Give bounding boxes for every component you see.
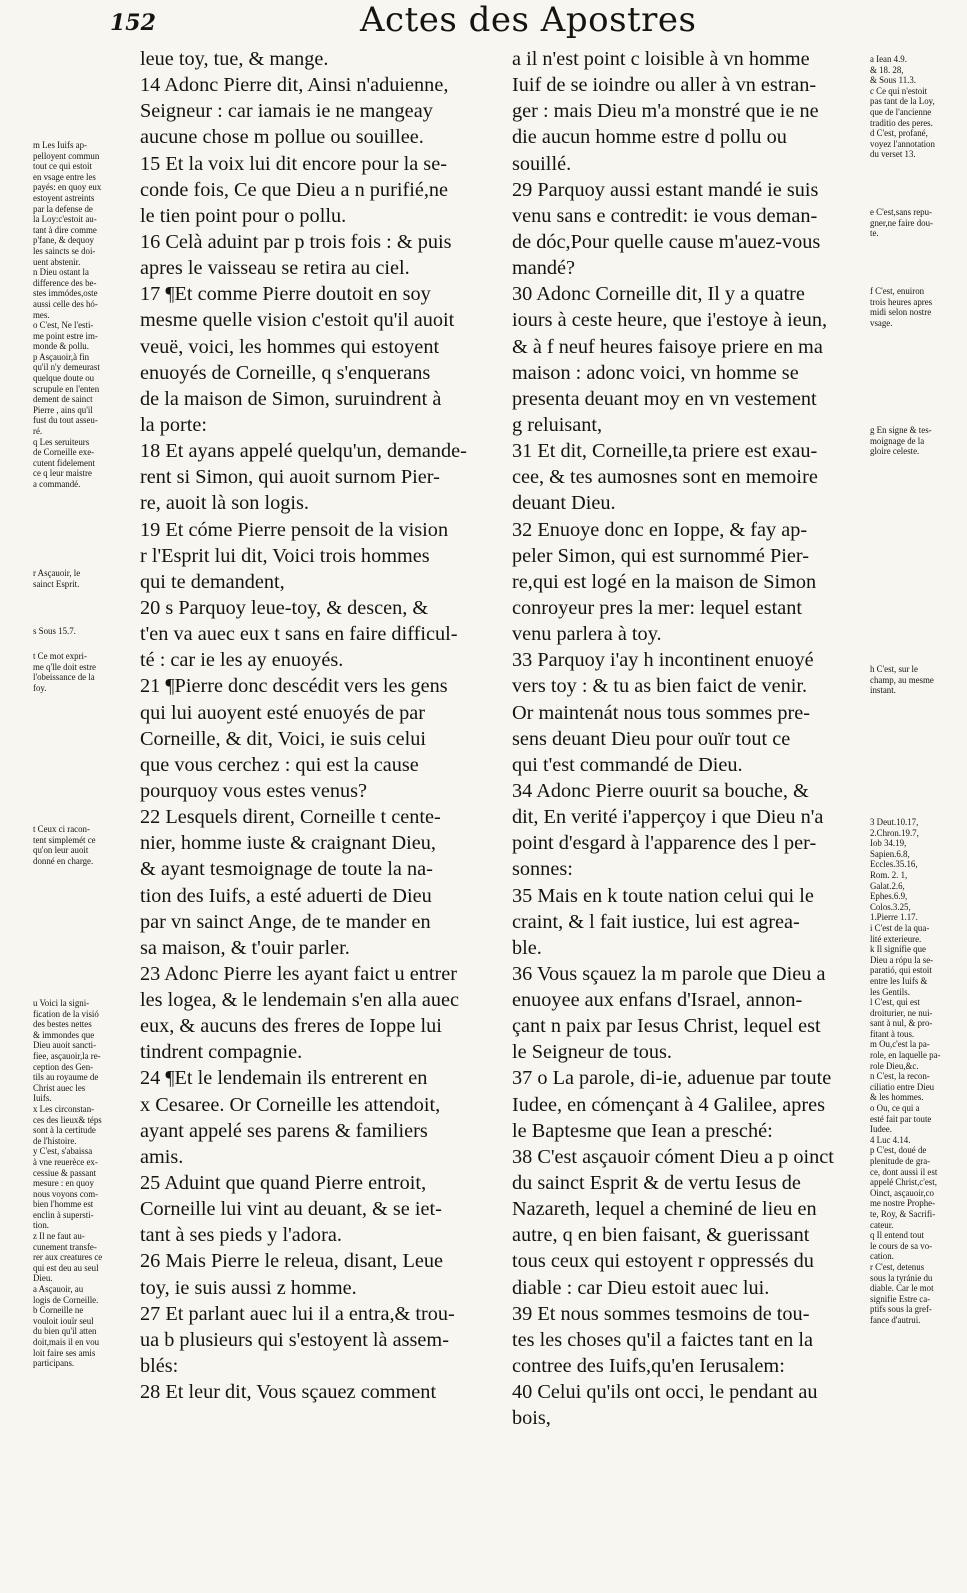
text-line: ble.: [512, 936, 542, 959]
text-line: pourquoy vous estes venus?: [140, 779, 368, 802]
text-line: 21 ¶Pierre donc descédit vers les gens: [140, 675, 448, 698]
gloss-line: sainct Esprit.: [33, 578, 80, 589]
gloss-line: cessiue & passant: [33, 1167, 97, 1178]
text-line: 35 Mais en k toute nation celui qui le: [512, 884, 814, 907]
gloss-line: me nostre Prophe-: [870, 1198, 936, 1209]
text-line: enuoyee aux enfans d'Israel, annon-: [512, 989, 803, 1012]
gloss-line: participans.: [33, 1358, 75, 1369]
text-line: de la maison de Simon, suruindrent à: [140, 387, 442, 410]
margin-note: [870, 664, 962, 696]
gloss-line: gner,ne faire dou-: [870, 217, 933, 228]
text-line: conde fois, Ce que Dieu a n purifié,ne: [140, 178, 449, 201]
gloss-line: b Corneille ne: [33, 1305, 84, 1316]
gloss-line: ce, dont aussi il est: [870, 1166, 938, 1177]
gloss-line: Dieu a rópu la se-: [870, 954, 934, 965]
text-line: r l'Esprit lui dit, Voici trois hommes: [140, 544, 430, 567]
gloss-line: c Ce qui n'estoit: [870, 85, 928, 96]
text-line: ua b plusieurs qui s'estoyent là assem-: [140, 1328, 449, 1351]
text-line: 14 Adonc Pierre dit, Ainsi n'aduienne,: [140, 74, 449, 97]
gloss-line: a Asçauoir, au: [33, 1284, 84, 1295]
gloss-line: cutent fidelement: [33, 457, 95, 468]
gloss-line: droiturier, ne nui-: [870, 1007, 933, 1018]
gloss-line: fiee, asçauoir,la re-: [33, 1050, 101, 1061]
gloss-line: 2.Chron.19.7,: [870, 827, 919, 838]
gloss-line: sont à la certitude: [33, 1125, 96, 1136]
text-line: conroyeur pres la mer: lequel estant: [512, 596, 803, 619]
gloss-line: par la defense de: [33, 203, 93, 214]
gloss-line: appelé Christ,c'est,: [870, 1177, 937, 1188]
gloss-line: a commandé.: [33, 479, 81, 489]
text-line: ger : mais Dieu m'a monstré que ie ne: [512, 100, 819, 123]
text-line: les logea, & le lendemain s'en alla auec: [140, 989, 460, 1012]
gloss-line: que de l'ancienne: [870, 106, 932, 117]
text-line: du sainct Esprit & de vertu Iesus de: [512, 1172, 801, 1195]
text-line: & ayant tesmoignage de toute la na-: [140, 858, 433, 881]
text-line: ayant appelé ses parens & familiers: [140, 1119, 428, 1142]
gloss-line: voyez l'annotation: [870, 138, 935, 149]
text-line: mandé?: [512, 257, 576, 280]
gloss-line: du bien qu'il atten: [33, 1326, 97, 1337]
text-line: 31 Et dit, Corneille,ta priere est exau-: [512, 440, 818, 463]
gloss-line: u Voici la signi-: [33, 998, 90, 1008]
gloss-line: cunement transfe-: [33, 1241, 97, 1252]
gloss-line: Iob 34.19,: [870, 838, 907, 849]
text-line: contree des Iuifs,qu'en Ierusalem:: [512, 1355, 785, 1378]
margin-note: [33, 824, 133, 866]
text-line: Corneille lui vint au deuant, & se iet-: [140, 1198, 442, 1221]
gloss-line: stes immódes,oste: [33, 288, 98, 299]
text-line: 33 Parquoy i'ay h incontinent enuoyé: [512, 649, 814, 672]
gloss-line: Oinct, asçauoir,co: [870, 1187, 934, 1198]
text-line: qui te demandent,: [140, 570, 285, 593]
gloss-line: te.: [870, 228, 879, 239]
text-line: souillé.: [512, 152, 572, 175]
gloss-line: p Asçauoir,à fin: [33, 351, 90, 362]
text-line: Corneille, & dit, Voici, ie suis celui: [140, 727, 426, 750]
text-line: 39 Et nous sommes tesmoins de tou-: [512, 1302, 810, 1325]
margin-note: [33, 651, 133, 693]
text-line: venu sans e contredit: ie vous deman-: [512, 204, 818, 227]
text-line: qui t'est commandé de Dieu.: [512, 753, 743, 776]
gloss-line: fitant à tous.: [870, 1028, 915, 1039]
gloss-line: lité exterieure.: [870, 933, 922, 944]
text-line: 16 Celà aduint par p trois fois : & puis: [140, 230, 452, 253]
gloss-line: scrupule en l'enten: [33, 383, 100, 394]
text-line: 37 o La parole, di-ie, aduenue par toute: [512, 1067, 832, 1090]
text-line: Or maintenát nous tous sommes pre-: [512, 701, 810, 724]
gloss-line: midi selon nostre: [870, 307, 932, 318]
text-line: leue toy, tue, & mange.: [140, 48, 329, 70]
gloss-line: gloire celeste.: [870, 446, 920, 457]
gloss-line: monde & pollu.: [33, 341, 89, 352]
margin-note: [870, 54, 962, 160]
text-line: die aucun homme estre d pollu ou: [512, 126, 787, 149]
gloss-line: plenitude de gra-: [870, 1156, 931, 1166]
gloss-line: logis de Corneille.: [33, 1294, 99, 1305]
gloss-line: 1.Pierre 1.17.: [870, 912, 918, 923]
gloss-line: des bestes nettes: [33, 1019, 92, 1030]
text-line: blés:: [140, 1355, 179, 1378]
text-line: veuë, voici, les hommes qui estoyent: [140, 335, 440, 358]
gloss-line: de l'histoire.: [33, 1135, 77, 1146]
margin-note: [870, 817, 962, 1326]
gloss-line: donné en charge.: [33, 855, 94, 866]
text-line: diable : car Dieu estoit auec lui.: [512, 1276, 770, 1299]
gloss-line: traditio des peres.: [870, 117, 933, 128]
gloss-line: e C'est,sans repu-: [870, 207, 932, 217]
text-line: que vous cerchez : qui est la cause: [140, 753, 419, 776]
text-line: tindrent compagnie.: [140, 1041, 303, 1064]
text-line: 19 Et cóme Pierre pensoit de la vision: [140, 518, 449, 541]
gloss-line: p C'est, doué de: [870, 1145, 927, 1156]
gloss-line: y C'est, s'abaissa: [33, 1146, 93, 1157]
text-line: 32 Enuoye donc en Ioppe, & fay ap-: [512, 518, 808, 541]
gloss-line: fust du tout asseu-: [33, 415, 98, 426]
gloss-line: ré.: [33, 426, 43, 437]
gloss-line: le cours de sa vo-: [870, 1240, 933, 1251]
gloss-line: pelloyent commun: [33, 150, 100, 161]
text-line: g reluisant,: [512, 413, 603, 436]
text-line: 30 Adonc Corneille dit, Il y a quatre: [512, 283, 805, 306]
text-line: 34 Adonc Pierre ouurit sa bouche, &: [512, 779, 809, 802]
text-line: a il n'est point c loisible à vn homme: [512, 48, 810, 70]
text-line: amis.: [140, 1145, 184, 1168]
gloss-line: d C'est, profané,: [870, 128, 928, 139]
text-line: tant à ses pieds y l'adora.: [140, 1224, 342, 1247]
gloss-line: nous voyons com-: [33, 1188, 99, 1199]
text-line: la porte:: [140, 413, 208, 436]
text-line: iours à ceste heure, que i'estoye à ieun,: [512, 309, 828, 332]
page-number: 152: [110, 10, 156, 36]
gloss-line: me q'lle doit estre: [33, 661, 96, 672]
gloss-line: Pierre , ains qu'il: [33, 404, 93, 415]
gloss-line: f C'est, enuiron: [870, 286, 925, 296]
text-line: 36 Vous sçauez la m parole que Dieu a: [512, 962, 826, 985]
text-line: té : car ie les ay enuoyés.: [140, 649, 344, 672]
text-line: dit, En verité i'apperçoy i que Dieu n'a: [512, 806, 824, 829]
text-line: eux, & aucuns des freres de Ioppe lui: [140, 1015, 442, 1038]
gloss-line: champ, au mesme: [870, 674, 934, 685]
gloss-line: g En signe & tes-: [870, 425, 932, 435]
gloss-line: loit faire ses amis: [33, 1347, 96, 1358]
text-line: Iudee, en cómençant à 4 Galilee, apres: [512, 1093, 826, 1116]
gloss-line: à vne reuerèce ex-: [33, 1156, 98, 1167]
text-line: point d'esgard à l'apparence des l per-: [512, 832, 817, 855]
gloss-line: signifie Estre ca-: [870, 1293, 931, 1304]
gloss-line: x Les circonstan-: [33, 1103, 95, 1114]
running-title: Actes des Apostres: [360, 0, 697, 40]
margin-note: [33, 140, 133, 490]
gloss-line: h C'est, sur le: [870, 664, 918, 674]
text-line: sa maison, & t'ouir parler.: [140, 936, 350, 959]
gloss-line: 4 Luc 4.14.: [870, 1134, 911, 1145]
gloss-line: vouloit iouïr seul: [33, 1315, 94, 1326]
gloss-line: vsage.: [870, 317, 893, 328]
gloss-line: s Sous 15.7.: [33, 626, 76, 636]
gloss-line: role, en laquelle pa-: [870, 1050, 941, 1061]
text-line: sonnes:: [512, 858, 573, 881]
margin-note: [33, 568, 133, 589]
gloss-line: & Sous 11.3.: [870, 75, 917, 86]
gloss-line: tout ce qui estoit: [33, 161, 92, 172]
text-line: t'en va auec eux t sans en faire difficul-: [140, 623, 458, 646]
gloss-line: ception des Gen-: [33, 1061, 94, 1072]
gloss-line: o Ou, ce qui a: [870, 1103, 920, 1114]
gloss-line: q Il entend tout: [870, 1230, 924, 1241]
text-line: 20 s Parquoy leue-toy, & descen, &: [140, 596, 429, 619]
gloss-line: trois heures apres: [870, 296, 933, 307]
gloss-line: m Les Iuifs ap-: [33, 140, 87, 150]
text-line: 17 ¶Et comme Pierre doutoit en soy: [140, 283, 431, 306]
gloss-line: p'fane, & dequoy: [33, 235, 94, 246]
text-line: le Seigneur de tous.: [512, 1041, 672, 1064]
gloss-line: en vsage entre les: [33, 171, 96, 182]
gloss-line: z Il ne faut au-: [33, 1231, 85, 1242]
text-line: 23 Adonc Pierre les ayant faict u entrer: [140, 962, 458, 985]
gloss-line: cation.: [870, 1251, 894, 1262]
gloss-line: Rom. 2. 1,: [870, 869, 908, 880]
gloss-line: mes.: [33, 309, 50, 320]
text-line: çant n paix par Iesus Christ, lequel est: [512, 1015, 821, 1038]
margin-note: [870, 286, 962, 328]
gloss-line: & 18. 28,: [870, 64, 904, 75]
gloss-line: rer aux creatures ce: [33, 1252, 103, 1263]
gloss-line: quelque doute ou: [33, 373, 95, 384]
gloss-line: i C'est de la qua-: [870, 922, 930, 933]
gloss-line: r Asçauoir, le: [33, 568, 81, 578]
gloss-line: te, Roy, & Sacrifi-: [870, 1208, 936, 1219]
gloss-line: pas tant de la Loy,: [870, 96, 935, 107]
text-column-right: [512, 46, 872, 1431]
gloss-line: Dieu auoit sancti-: [33, 1040, 97, 1051]
gloss-line: Colos.3.25,: [870, 901, 911, 912]
text-line: 15 Et la voix lui dit encore pour la se-: [140, 152, 447, 175]
gloss-line: aussi celle des hó-: [33, 298, 98, 309]
gloss-line: tant à dire comme: [33, 224, 97, 235]
text-line: 29 Parquoy aussi estant mandé ie suis: [512, 178, 819, 201]
gloss-line: les saincts se doi-: [33, 245, 96, 256]
gloss-line: uent abstenir.: [33, 256, 81, 267]
text-line: re,qui est logé en la maison de Simon: [512, 570, 817, 593]
gloss-line: de Corneille exe-: [33, 447, 95, 458]
gloss-line: Dieu.: [33, 1273, 53, 1284]
text-line: re, auoit là son logis.: [140, 492, 309, 515]
gloss-line: Ephes.6.9,: [870, 891, 908, 902]
text-line: 24 ¶Et le lendemain ils entrerent en: [140, 1067, 428, 1090]
margin-note: [33, 626, 133, 637]
gloss-line: qui est deu au seul: [33, 1262, 99, 1273]
text-line: vers toy : & tu as bien faict de venir.: [512, 675, 808, 698]
gloss-line: Eccles.35.16,: [870, 859, 918, 870]
text-line: tes les choses qu'il a faictes tant en la: [512, 1328, 814, 1351]
text-line: le Baptesme que Iean a presché:: [512, 1119, 773, 1142]
text-line: 18 Et ayans appelé quelqu'un, demande-: [140, 440, 467, 463]
gloss-line: tion.: [33, 1220, 50, 1231]
gloss-line: du verset 13.: [870, 149, 916, 160]
text-line: & à f neuf heures faisoye priere en ma: [512, 335, 823, 358]
margin-note: [870, 425, 962, 457]
gloss-line: & les hommes.: [870, 1092, 924, 1103]
text-line: x Cesaree. Or Corneille les attendoit,: [140, 1093, 441, 1116]
gloss-line: difference des be-: [33, 277, 97, 288]
text-line: cee, & tes aumosnes sont en memoire: [512, 466, 818, 489]
gloss-line: me point estre im-: [33, 330, 98, 341]
text-line: deuant Dieu.: [512, 492, 616, 515]
gloss-line: fance d'autrui.: [870, 1314, 921, 1325]
gloss-line: m Ou,c'est la pa-: [870, 1039, 930, 1050]
text-column-left: [140, 46, 500, 1405]
gloss-line: diable. Car le mot: [870, 1283, 934, 1294]
gloss-line: mesure : en quoy: [33, 1178, 94, 1189]
text-line: 25 Aduint que quand Pierre entroit,: [140, 1172, 427, 1195]
gloss-line: t Ceux ci racon-: [33, 824, 90, 834]
gloss-line: cateur.: [870, 1219, 894, 1230]
text-line: toy, ie suis aussi z homme.: [140, 1276, 357, 1299]
gloss-line: estoyent astreints: [33, 192, 95, 203]
gloss-line: la Loy:c'estoit au-: [33, 214, 97, 225]
text-line: presenta deuant moy en vn vestement: [512, 387, 817, 410]
text-line: 28 Et leur dit, Vous sçauez comment: [140, 1381, 437, 1404]
text-line: Nazareth, lequel a cheminé de lieu en: [512, 1198, 817, 1221]
gloss-line: Iudee.: [870, 1124, 892, 1135]
gloss-line: & immondes que: [33, 1029, 95, 1040]
text-line: Seigneur : car iamais ie ne mangeay: [140, 100, 433, 123]
gloss-line: foy.: [33, 682, 47, 693]
gloss-line: les Gentils.: [870, 986, 910, 997]
gloss-line: doit,mais il en vou: [33, 1337, 100, 1347]
text-line: autre, q en bien faisant, & guerissant: [512, 1224, 810, 1247]
gloss-line: qu'il n'y demeurast: [33, 362, 100, 373]
gloss-line: enclin à supersti-: [33, 1209, 94, 1220]
gloss-line: bien l'homme est: [33, 1199, 94, 1210]
text-line: le tien point pour o pollu.: [140, 204, 347, 227]
text-line: peler Simon, qui est surnommé Pier-: [512, 544, 810, 567]
text-line: tion des Iuifs, a esté aduerti de Dieu: [140, 884, 432, 907]
gloss-line: o C'est, Ne l'esti-: [33, 320, 94, 331]
gloss-line: n C'est, la recon-: [870, 1071, 930, 1082]
text-line: nier, homme iuste & craignant Dieu,: [140, 832, 436, 855]
text-line: 40 Celui qu'ils ont occi, le pendant au: [512, 1381, 818, 1404]
gloss-line: instant.: [870, 685, 896, 696]
gloss-line: role Dieu,&c.: [870, 1060, 919, 1071]
margin-note: [33, 998, 133, 1369]
gloss-line: ce q leur maistre: [33, 468, 92, 479]
text-line: aucune chose m pollue ou souillee.: [140, 126, 424, 149]
gloss-line: sant à nul, & pro-: [870, 1018, 933, 1029]
gloss-line: dement de sainct: [33, 394, 93, 405]
text-line: 38 C'est asçauoir cóment Dieu a p oinct: [512, 1145, 834, 1168]
gloss-line: sous la tyránie du: [870, 1272, 933, 1283]
gloss-line: Galat.2.6,: [870, 880, 905, 891]
gloss-line: t Ce mot expri-: [33, 651, 87, 661]
text-line: 26 Mais Pierre le releua, disant, Leue: [140, 1250, 443, 1273]
text-line: enuoyés de Corneille, q s'enquerans: [140, 361, 431, 384]
gloss-line: moignage de la: [870, 435, 925, 446]
gloss-line: tent simplemét ce: [33, 834, 96, 845]
text-line: qui lui auoyent esté enuoyés de par: [140, 701, 425, 724]
gloss-line: ciliatio entre Dieu: [870, 1081, 935, 1092]
gloss-line: entre les Iuifs &: [870, 975, 928, 986]
gloss-line: r C'est, detenus: [870, 1261, 925, 1272]
gloss-line: 3 Deut.10.17,: [870, 817, 919, 827]
text-line: bois,: [512, 1407, 551, 1430]
gloss-line: l'obeissance de la: [33, 672, 95, 683]
text-line: maison : adonc voici, vn homme se: [512, 361, 799, 384]
gloss-line: Christ auec les: [33, 1082, 86, 1093]
text-line: 22 Lesquels dirent, Corneille t cente-: [140, 806, 441, 829]
gloss-line: Sapien.6.8,: [870, 848, 910, 859]
text-line: tous ceux qui estoyent r oppressés du: [512, 1250, 814, 1273]
gloss-line: fication de la visió: [33, 1008, 99, 1019]
gloss-line: l C'est, qui est: [870, 997, 920, 1008]
text-line: rent si Simon, qui auoit surnom Pier-: [140, 466, 440, 489]
text-line: mesme quelle vision c'estoit qu'il auoit: [140, 309, 455, 332]
text-line: Iuif de se ioindre ou aller à vn estran-: [512, 74, 817, 97]
text-line: venu parlera à toy.: [512, 623, 662, 646]
gloss-line: a Iean 4.9.: [870, 54, 907, 64]
gloss-line: ptifs sous la gref-: [870, 1304, 932, 1315]
text-line: 27 Et parlant auec lui il a entra,& trou-: [140, 1302, 455, 1325]
gloss-line: ces des lieux& téps: [33, 1114, 102, 1125]
text-line: par vn sainct Ange, de te mander en: [140, 910, 431, 933]
gloss-line: qu'on leur auoit: [33, 845, 89, 856]
gloss-line: tils au royaume de: [33, 1072, 99, 1083]
text-line: de dóc,Pour quelle cause m'auez-vous: [512, 230, 821, 253]
gloss-line: paratió, qui estoit: [870, 965, 932, 976]
text-line: sens deuant Dieu pour ouïr tout ce: [512, 727, 791, 750]
margin-note: [870, 207, 962, 239]
text-line: craint, & l fait iustice, lui est agrea-: [512, 910, 800, 933]
gloss-line: n Dieu ostant la: [33, 267, 89, 278]
text-line: apres le vaisseau se retira au ciel.: [140, 257, 410, 280]
gloss-line: Iuifs.: [33, 1093, 52, 1104]
gloss-line: k Il signifie que: [870, 944, 926, 955]
gloss-line: q Les seruiteurs: [33, 436, 90, 447]
gloss-line: payés: en quoy eux: [33, 182, 102, 193]
gloss-line: esté fait par toute: [870, 1113, 932, 1124]
